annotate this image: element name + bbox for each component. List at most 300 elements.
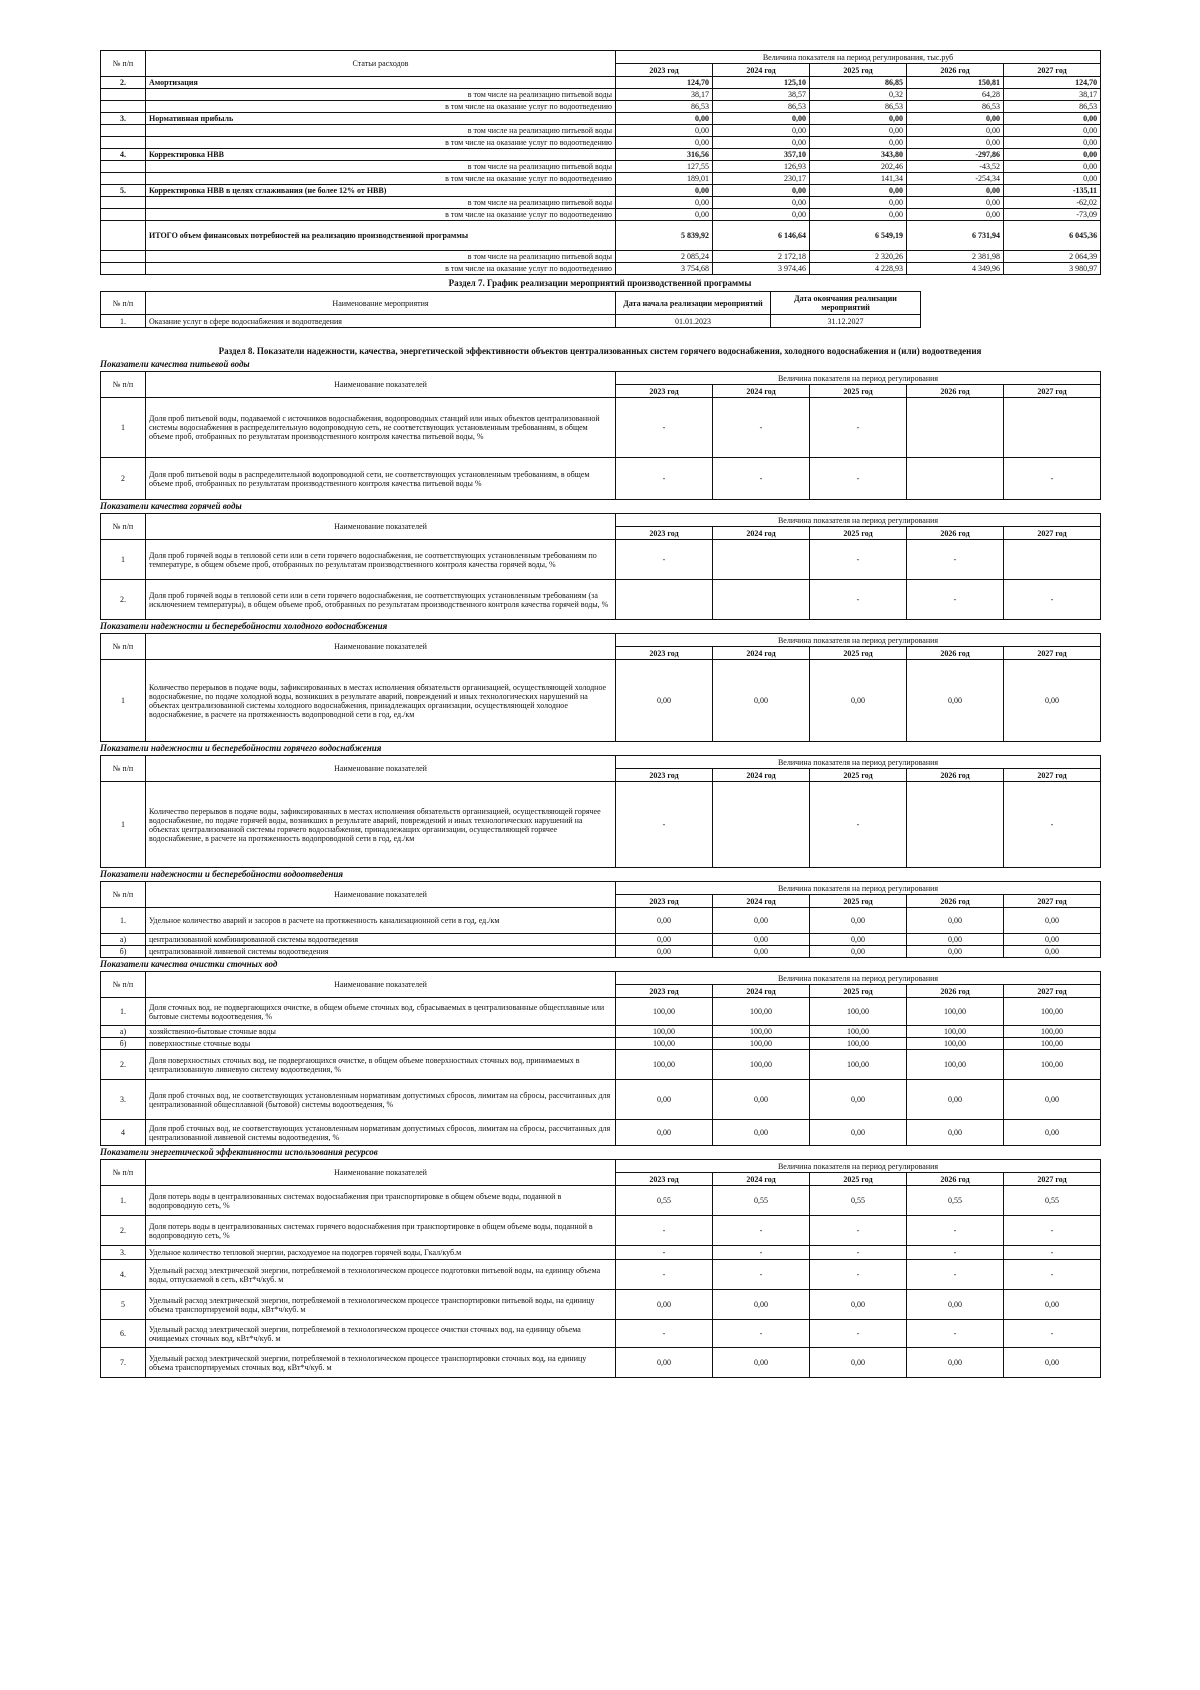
row-value: 0,00	[713, 1348, 810, 1378]
year-header: 2026 год	[907, 647, 1004, 660]
row-value: 0,00	[1004, 1348, 1101, 1378]
row-name: Удельный расход электрической энергии, потребляемой в технологическом процессе транспортировки сточных вод, на единицу объема транспортируемых сточных вод, кВт*ч/куб. м	[146, 1348, 616, 1378]
block-subtitle: Показатели надежности и бесперебойности горячего водоснабжения	[100, 743, 382, 753]
row-value: 0,00	[810, 1290, 907, 1320]
year-header: 2027 год	[1004, 1173, 1101, 1186]
expenses-table	[100, 50, 1101, 275]
row-no: б)	[101, 946, 146, 958]
row-value: -	[616, 1320, 713, 1348]
row-value: 100,00	[1004, 998, 1101, 1026]
row-value: 141,34	[810, 173, 907, 185]
row-no: 7.	[101, 1348, 146, 1378]
year-header: 2023 год	[616, 385, 713, 398]
block-subtitle: Показатели энергетической эффективности использования ресурсов	[100, 1147, 378, 1157]
block-subtitle: Показатели надежности и бесперебойности водоотведения	[100, 869, 344, 879]
row-no: 6.	[101, 1320, 146, 1348]
row-value: 0,00	[810, 1348, 907, 1378]
row-name: в том числе на реализацию питьевой воды	[146, 89, 616, 101]
row-value: 86,53	[810, 101, 907, 113]
row-value: -	[713, 458, 810, 500]
row-no: 2.	[101, 580, 146, 620]
year-header: 2023 год	[616, 985, 713, 998]
table-row	[101, 458, 1101, 500]
row-name: Корректировка НВВ	[146, 149, 616, 161]
row-value: 189,01	[616, 173, 713, 185]
row-value: 230,17	[713, 173, 810, 185]
schedule-row-no: 1.	[101, 315, 146, 328]
row-name: Доля проб горячей воды в тепловой сети или в сети горячего водоснабжения, не соответствующих установленным требованиям (за исключением температуры), в общем объеме проб, отобранных по результатам производственного контроля качества горячей воды, %	[146, 580, 616, 620]
row-value: 124,70	[616, 77, 713, 89]
row-value: 0,00	[907, 1290, 1004, 1320]
table-row	[101, 1216, 1101, 1246]
year-header: 2024 год	[713, 64, 810, 77]
col-values-header: Величина показателя на период регулирования, тыс.руб	[616, 51, 1101, 64]
table-row	[101, 263, 1101, 275]
row-no: 5	[101, 1290, 146, 1320]
row-value: 0,00	[907, 137, 1004, 149]
row-value: 0,00	[713, 113, 810, 125]
table-row	[101, 660, 1101, 742]
year-header: 2023 год	[616, 647, 713, 660]
table-row	[101, 946, 1101, 958]
year-header: 2024 год	[713, 385, 810, 398]
row-no: 5.	[101, 185, 146, 197]
row-value: 0,32	[810, 89, 907, 101]
year-header: 2025 год	[810, 895, 907, 908]
year-header: 2027 год	[1004, 769, 1101, 782]
row-value: 86,53	[616, 101, 713, 113]
row-value: 0,00	[907, 934, 1004, 946]
header-row	[101, 634, 1101, 647]
row-value: -	[1004, 1320, 1101, 1348]
row-value: 100,00	[1004, 1026, 1101, 1038]
row-value: 100,00	[713, 998, 810, 1026]
year-header: 2025 год	[810, 769, 907, 782]
col-no-header: № п/п	[101, 292, 146, 315]
row-value: -	[616, 782, 713, 868]
row-no: 2.	[101, 1050, 146, 1080]
table-row	[101, 1080, 1101, 1120]
row-value: 100,00	[616, 1050, 713, 1080]
row-name: Удельный расход электрической энергии, потребляемой в технологическом процессе подготовки питьевой воды, на единицу объема воды, отпускаемой в сеть, кВт*ч/куб. м	[146, 1260, 616, 1290]
row-value: -73,09	[1004, 209, 1101, 221]
row-value: 0,00	[810, 1120, 907, 1146]
row-value: 126,93	[713, 161, 810, 173]
col-no-header: № п/п	[101, 882, 146, 908]
row-value: 0,00	[713, 125, 810, 137]
col-name-header: Наименование показателей	[146, 882, 616, 908]
col-name-header: Наименование показателей	[146, 634, 616, 660]
row-value: 0,00	[616, 185, 713, 197]
table-row	[101, 1348, 1101, 1378]
row-value: 38,57	[713, 89, 810, 101]
table-row	[101, 125, 1101, 137]
row-value: 0,00	[907, 908, 1004, 934]
table-row	[101, 1050, 1101, 1080]
row-value: 5 839,92	[616, 221, 713, 251]
row-value: 0,00	[810, 137, 907, 149]
row-value: 0,00	[1004, 161, 1101, 173]
document-page	[100, 50, 1100, 1378]
block-subtitle: Показатели надежности и бесперебойности холодного водоснабжения	[100, 621, 388, 631]
table-row	[101, 251, 1101, 263]
year-header: 2027 год	[1004, 385, 1101, 398]
col-activity-header: Наименование мероприятия	[146, 292, 616, 315]
row-value: 0,00	[616, 1120, 713, 1146]
row-value: 0,00	[713, 137, 810, 149]
row-value: 0,00	[713, 209, 810, 221]
row-name: Доля проб горячей воды в тепловой сети или в сети горячего водоснабжения, не соответствующих установленным требованиям по температуре, в общем объеме проб, отобранных по результатам производственного контроля качества горячей воды, %	[146, 540, 616, 580]
row-value: 2 172,18	[713, 251, 810, 263]
row-name: Нормативная прибыль	[146, 113, 616, 125]
row-name: Доля проб сточных вод, не соответствующих установленным нормативам допустимых сбросов, лимитам на сбросы, рассчитанных для централизованной ливневой системы водоотведения, %	[146, 1120, 616, 1146]
row-value: 0,00	[616, 1348, 713, 1378]
row-value: 100,00	[1004, 1038, 1101, 1050]
row-name: Корректировка НВВ в целях сглаживания (не более 12% от НВВ)	[146, 185, 616, 197]
row-value: 3 974,46	[713, 263, 810, 275]
table-row	[101, 1038, 1101, 1050]
col-no-header: № п/п	[101, 972, 146, 998]
row-value: 0,00	[616, 209, 713, 221]
row-value: 0,55	[713, 1186, 810, 1216]
row-value: -	[1004, 1246, 1101, 1260]
row-name: Доля проб сточных вод, не соответствующих установленным нормативам допустимых сбросов, лимитам на сбросы, рассчитанных для централизованной общесплавной (бытовой) системы водоотведения, %	[146, 1080, 616, 1120]
row-no	[101, 101, 146, 113]
row-name: в том числе на оказание услуг по водоотведению	[146, 263, 616, 275]
row-name: в том числе на оказание услуг по водоотведению	[146, 101, 616, 113]
col-values-header: Величина показателя на период регулирования	[616, 1160, 1101, 1173]
row-value: 0,55	[1004, 1186, 1101, 1216]
table-row	[101, 137, 1101, 149]
row-value: -	[616, 1260, 713, 1290]
row-name: в том числе на реализацию питьевой воды	[146, 125, 616, 137]
row-no	[101, 161, 146, 173]
row-value: 4 228,93	[810, 263, 907, 275]
row-value: 86,53	[1004, 101, 1101, 113]
schedule-table	[100, 291, 1101, 328]
row-value: -	[1004, 458, 1101, 500]
year-header: 2026 год	[907, 895, 1004, 908]
row-no: 2	[101, 458, 146, 500]
row-value: 0,00	[616, 137, 713, 149]
table-row	[101, 540, 1101, 580]
row-value: 0,00	[1004, 173, 1101, 185]
row-value: 202,46	[810, 161, 907, 173]
row-value: 2 064,39	[1004, 251, 1101, 263]
year-header: 2024 год	[713, 769, 810, 782]
schedule-row-name: Оказание услуг в сфере водоснабжения и водоотведения	[146, 315, 616, 328]
row-value: -	[713, 1260, 810, 1290]
table-row	[101, 1260, 1101, 1290]
row-value: 0,00	[616, 113, 713, 125]
row-value: 0,55	[616, 1186, 713, 1216]
row-no: 1	[101, 398, 146, 458]
row-no: 1	[101, 540, 146, 580]
row-value: 86,53	[713, 101, 810, 113]
col-values-header: Величина показателя на период регулирования	[616, 372, 1101, 385]
indicators-table	[100, 371, 1101, 500]
row-value: 100,00	[810, 1026, 907, 1038]
row-value: -	[810, 580, 907, 620]
row-value: 0,00	[810, 946, 907, 958]
table-row	[101, 1246, 1101, 1260]
row-value: -	[907, 1216, 1004, 1246]
row-value: 100,00	[616, 998, 713, 1026]
row-name: Количество перерывов в подаче воды, зафиксированных в местах исполнения обязательств организацией, осуществляющей холодное водоснабжение, по подаче холодной воды, возникших в результате аварий, повреждений и иных технологических нарушений на объектах централизованной системы холодного водоснабжения, принадлежащих организации, осуществляющей холодное водоснабжение, в расчете на протяженность водопроводной сети в год, ед./км	[146, 660, 616, 742]
row-value: 38,17	[616, 89, 713, 101]
row-value: -	[810, 1246, 907, 1260]
table-row	[101, 1120, 1101, 1146]
row-value: 100,00	[907, 1026, 1004, 1038]
row-value: 0,00	[907, 1120, 1004, 1146]
row-value: 0,00	[1004, 660, 1101, 742]
table-row	[101, 1186, 1101, 1216]
row-value: 316,56	[616, 149, 713, 161]
row-name: Доля проб питьевой воды в распределительной водопроводной сети, не соответствующих установленным требованиям, в общем объеме проб, отобранных по результатам производственного контроля качества питьевой воды %	[146, 458, 616, 500]
row-value: 0,00	[907, 946, 1004, 958]
table-row	[101, 1290, 1101, 1320]
row-name: Удельный расход электрической энергии, потребляемой в технологическом процессе очистки сточных вод, на единицу объема очищаемых сточных вод, кВт*ч/куб. м	[146, 1320, 616, 1348]
row-value: 100,00	[810, 998, 907, 1026]
row-value: 0,00	[1004, 137, 1101, 149]
table-row	[101, 782, 1101, 868]
row-value: 6 146,64	[713, 221, 810, 251]
row-value: 0,00	[1004, 125, 1101, 137]
row-value: -	[907, 580, 1004, 620]
header-row	[101, 756, 1101, 769]
row-no	[101, 197, 146, 209]
col-name-header: Наименование показателей	[146, 972, 616, 998]
row-value: 4 349,96	[907, 263, 1004, 275]
row-value: -	[810, 458, 907, 500]
indicators-table	[100, 881, 1101, 958]
row-value: 6 731,94	[907, 221, 1004, 251]
year-header: 2023 год	[616, 769, 713, 782]
row-value: 124,70	[1004, 77, 1101, 89]
row-name: хозяйственно-бытовые сточные воды	[146, 1026, 616, 1038]
row-value: 0,00	[713, 660, 810, 742]
row-value: -	[1004, 782, 1101, 868]
row-name: Удельное количество аварий и засоров в расчете на протяженность канализационной сети в год, ед./км	[146, 908, 616, 934]
header-row	[101, 372, 1101, 385]
row-value: 3 980,97	[1004, 263, 1101, 275]
row-no	[101, 209, 146, 221]
section8-blocks	[100, 359, 1100, 1378]
row-no: б)	[101, 1038, 146, 1050]
row-value	[1004, 540, 1101, 580]
row-no: 1	[101, 660, 146, 742]
row-no: а)	[101, 934, 146, 946]
row-value: 125,10	[713, 77, 810, 89]
col-no-header: № п/п	[101, 51, 146, 77]
table-row	[101, 101, 1101, 113]
row-name: централизованной ливневой системы водоотведения	[146, 946, 616, 958]
row-value	[907, 782, 1004, 868]
row-value: 0,00	[1004, 1120, 1101, 1146]
table-row	[101, 77, 1101, 89]
row-value: 86,85	[810, 77, 907, 89]
row-value: 0,00	[810, 934, 907, 946]
row-value: 100,00	[616, 1026, 713, 1038]
row-value: -	[810, 1260, 907, 1290]
row-value	[713, 580, 810, 620]
year-header: 2023 год	[616, 1173, 713, 1186]
row-value: 0,00	[713, 197, 810, 209]
row-value: 0,00	[1004, 113, 1101, 125]
year-header: 2027 год	[1004, 895, 1101, 908]
year-header: 2024 год	[713, 647, 810, 660]
year-header: 2025 год	[810, 647, 907, 660]
col-name-header: Наименование показателей	[146, 756, 616, 782]
row-value: 127,55	[616, 161, 713, 173]
row-value	[1004, 398, 1101, 458]
row-name: в том числе на оказание услуг по водоотведению	[146, 137, 616, 149]
row-value: -	[713, 1216, 810, 1246]
year-header: 2026 год	[907, 527, 1004, 540]
section7-title: Раздел 7. График реализации мероприятий производственной программы	[448, 278, 752, 288]
row-value: -	[907, 540, 1004, 580]
block-subtitle: Показатели качества питьевой воды	[100, 359, 250, 369]
col-values-header: Величина показателя на период регулирования	[616, 882, 1101, 895]
col-values-header: Величина показателя на период регулирования	[616, 972, 1101, 985]
row-value: 100,00	[713, 1026, 810, 1038]
row-value	[616, 580, 713, 620]
row-no	[101, 137, 146, 149]
row-name: в том числе на реализацию питьевой воды	[146, 161, 616, 173]
col-values-header: Величина показателя на период регулирования	[616, 634, 1101, 647]
row-name: в том числе на оказание услуг по водоотведению	[146, 209, 616, 221]
year-header: 2025 год	[810, 64, 907, 77]
year-header: 2023 год	[616, 64, 713, 77]
row-value: -	[616, 458, 713, 500]
row-value: -	[907, 1320, 1004, 1348]
row-value: 0,00	[907, 660, 1004, 742]
year-header: 2025 год	[810, 385, 907, 398]
row-value: -	[810, 1320, 907, 1348]
table-row	[101, 221, 1101, 251]
row-value: -	[1004, 580, 1101, 620]
row-value: -	[616, 540, 713, 580]
row-value: 2 320,26	[810, 251, 907, 263]
row-no	[101, 263, 146, 275]
row-value: 0,00	[907, 1348, 1004, 1378]
row-no: 4.	[101, 1260, 146, 1290]
row-no: 3.	[101, 1080, 146, 1120]
row-value: -	[713, 1320, 810, 1348]
row-value	[907, 398, 1004, 458]
row-value: -	[1004, 1260, 1101, 1290]
row-value: 0,00	[1004, 1080, 1101, 1120]
year-header: 2026 год	[907, 1173, 1004, 1186]
table-row	[101, 580, 1101, 620]
row-value: 0,00	[713, 934, 810, 946]
row-value: 0,55	[907, 1186, 1004, 1216]
row-name: ИТОГО объем финансовых потребностей на реализацию производственной программы	[146, 221, 616, 251]
row-name: Удельный расход электрической энергии, потребляемой в технологическом процессе транспортировки питьевой воды, на единицу объема транспортируемой воды, кВт*ч/куб. м	[146, 1290, 616, 1320]
indicators-table	[100, 1159, 1101, 1378]
row-value: 6 549,19	[810, 221, 907, 251]
row-value: 64,28	[907, 89, 1004, 101]
row-value: 100,00	[907, 1038, 1004, 1050]
indicators-table	[100, 971, 1101, 1146]
table-row	[101, 934, 1101, 946]
row-value: 0,00	[810, 908, 907, 934]
row-name: Доля потерь воды в централизованных системах водоснабжения при транспортировке в общем объеме воды, поданной в водопроводную сеть, %	[146, 1186, 616, 1216]
table-row	[101, 398, 1101, 458]
year-header: 2027 год	[1004, 647, 1101, 660]
row-no: 2.	[101, 1216, 146, 1246]
indicators-table	[100, 633, 1101, 742]
row-value: 0,00	[907, 209, 1004, 221]
row-value: -	[907, 1246, 1004, 1260]
row-value: 2 381,98	[907, 251, 1004, 263]
header-row	[101, 1160, 1101, 1173]
section8-title: Раздел 8. Показатели надежности, качества, энергетической эффективности объектов централизованных систем горячего водоснабжения, холодного водоснабжения и (или) водоотведения	[218, 346, 982, 356]
row-value: 100,00	[713, 1038, 810, 1050]
row-value	[713, 540, 810, 580]
row-name: в том числе на оказание услуг по водоотведению	[146, 173, 616, 185]
row-no	[101, 89, 146, 101]
row-name: централизованной комбинированной системы водоотведения	[146, 934, 616, 946]
row-no: 3.	[101, 1246, 146, 1260]
table-row	[101, 173, 1101, 185]
row-value: 100,00	[1004, 1050, 1101, 1080]
header-row	[101, 882, 1101, 895]
table-row	[101, 197, 1101, 209]
col-name-header: Наименование показателей	[146, 1160, 616, 1186]
row-name: Количество перерывов в подаче воды, зафиксированных в местах исполнения обязательств организацией, осуществляющей горячее водоснабжение, по подаче горячей воды, возникших в результате аварий, повреждений и иных технологических нарушений на объектах централизованной системы горячего водоснабжения, принадлежащих организации, осуществляющей горячее водоснабжение, в расчете на протяженность водопроводной сети в год, ед./км	[146, 782, 616, 868]
col-values-header: Величина показателя на период регулирования	[616, 514, 1101, 527]
row-no: 3.	[101, 113, 146, 125]
row-no	[101, 221, 146, 251]
row-value: 2 085,24	[616, 251, 713, 263]
row-value: 0,00	[1004, 946, 1101, 958]
row-value: 0,00	[907, 113, 1004, 125]
table-row	[101, 908, 1101, 934]
row-value	[713, 782, 810, 868]
row-value: 0,00	[713, 185, 810, 197]
row-value: 100,00	[907, 998, 1004, 1026]
row-value: -	[810, 1216, 907, 1246]
row-value: 0,55	[810, 1186, 907, 1216]
row-value: 0,00	[713, 1290, 810, 1320]
row-value: -43,52	[907, 161, 1004, 173]
row-no: 1.	[101, 1186, 146, 1216]
row-no: 1.	[101, 908, 146, 934]
row-value: 100,00	[810, 1050, 907, 1080]
row-value: 100,00	[713, 1050, 810, 1080]
col-values-header: Величина показателя на период регулирования	[616, 756, 1101, 769]
col-no-header: № п/п	[101, 634, 146, 660]
row-name: Доля сточных вод, не подвергающихся очистке, в общем объеме сточных вод, сбрасываемых в централизованные общесплавные или бытовые системы водоотведения, %	[146, 998, 616, 1026]
year-header: 2024 год	[713, 985, 810, 998]
indicators-table	[100, 755, 1101, 868]
row-no: 1	[101, 782, 146, 868]
col-name-header: Наименование показателей	[146, 514, 616, 540]
year-header: 2026 год	[907, 769, 1004, 782]
row-value: 150,81	[907, 77, 1004, 89]
year-header: 2024 год	[713, 1173, 810, 1186]
row-value: 38,17	[1004, 89, 1101, 101]
row-value	[907, 458, 1004, 500]
col-no-header: № п/п	[101, 756, 146, 782]
schedule-row-end: 31.12.2027	[771, 315, 921, 328]
row-name: Амортизация	[146, 77, 616, 89]
col-no-header: № п/п	[101, 372, 146, 398]
row-name: в том числе на реализацию питьевой воды	[146, 197, 616, 209]
year-header: 2026 год	[907, 985, 1004, 998]
header-row	[101, 972, 1101, 985]
